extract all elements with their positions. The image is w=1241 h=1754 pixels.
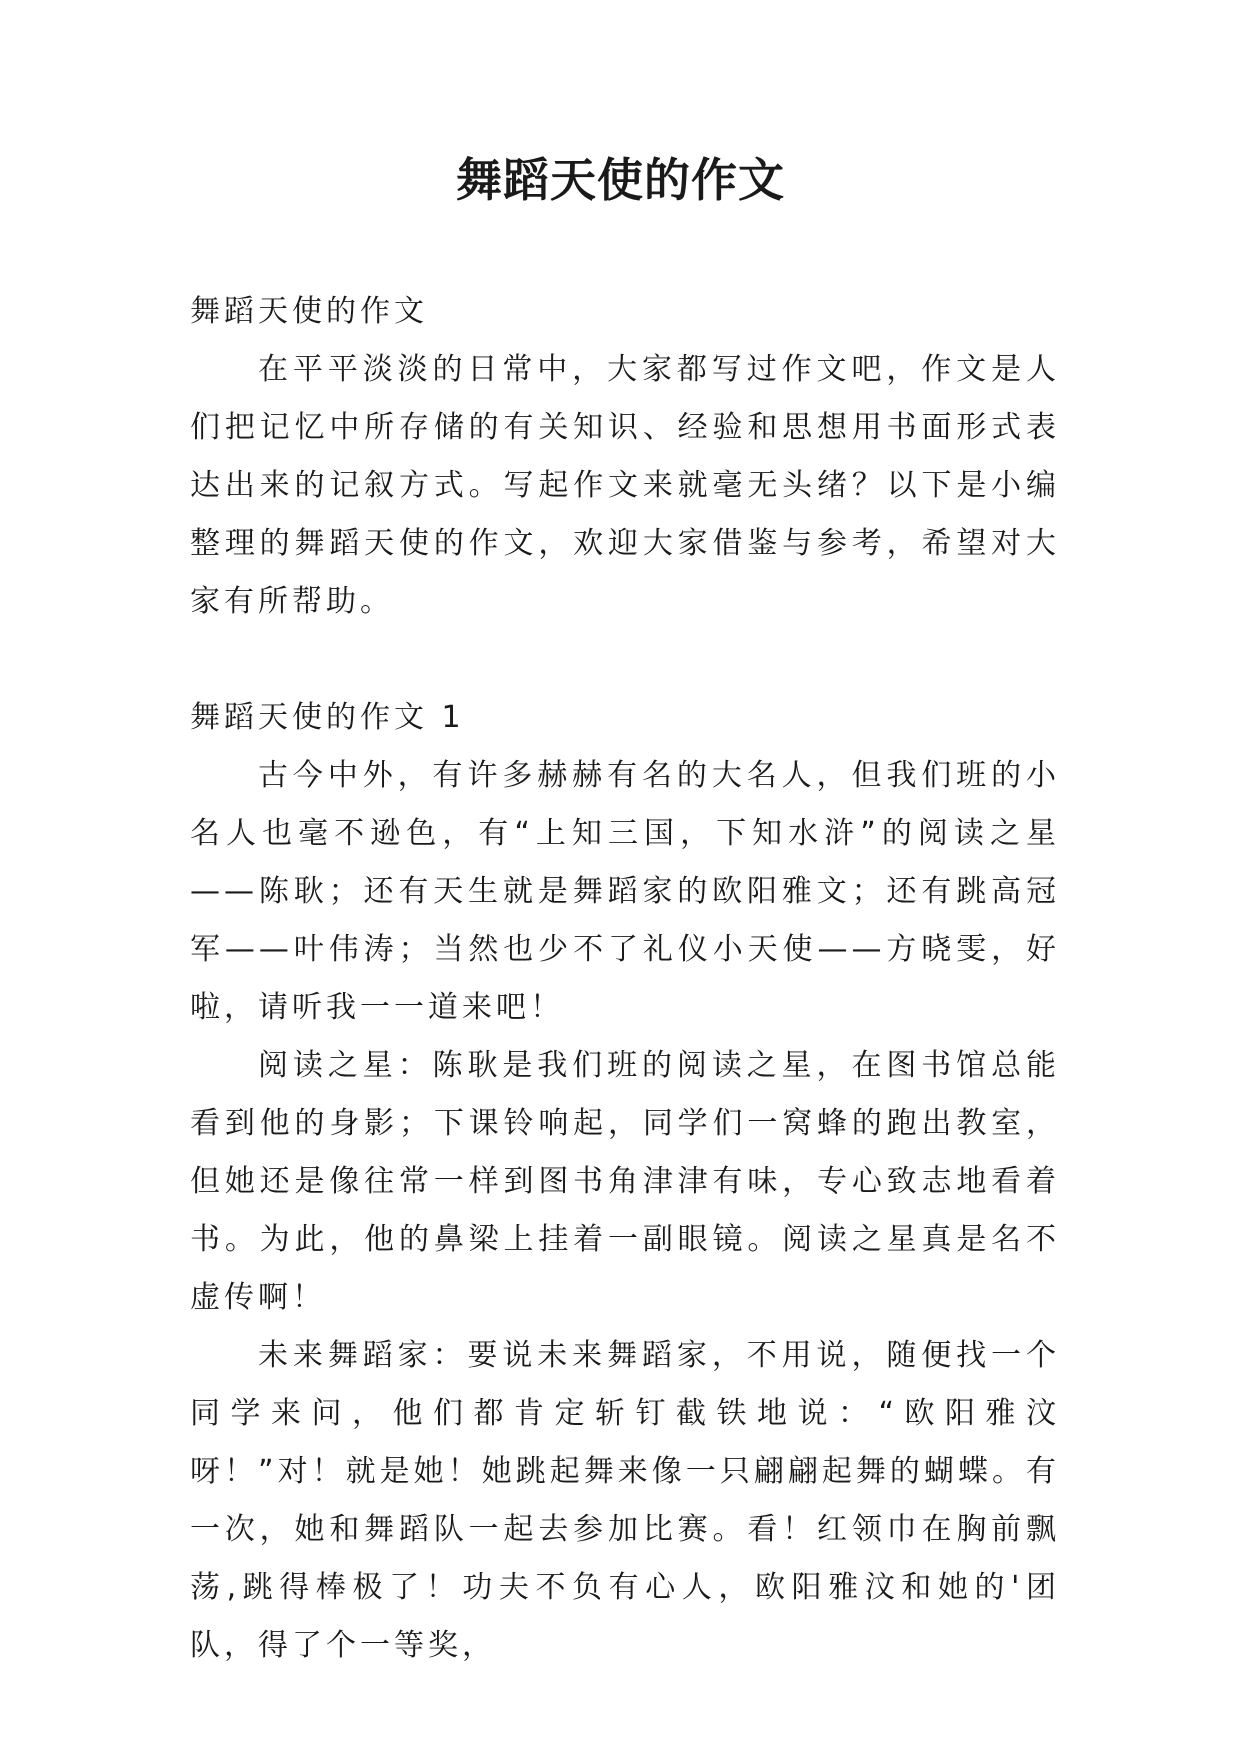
paragraph-3: 未来舞蹈家：要说未来舞蹈家，不用说，随便找一个同学来问，他们都肯定斩钉截铁地说：“欧阳雅汶呀！”对！就是她！她跳起舞来像一只翩翩起舞的蝴蝶。有一次，她和舞蹈队一起去参加比赛。看！红领巾在胸前飘荡,跳得棒极了！功夫不负有心人，欧阳雅汶和她的'团队，得了个一等奖， [190, 1338, 1060, 1663]
intro-heading: 舞蹈天使的作文 [190, 294, 428, 329]
section-spacer [190, 631, 1060, 689]
document-body [190, 283, 1060, 1675]
intro-paragraph: 在平平淡淡的日常中，大家都写过作文吧，作文是人们把记忆中所存储的有关知识、经验和思想用书面形式表达出来的记叙方式。写起作文来就毫无头绪？以下是小编整理的舞蹈天使的作文，欢迎大家借鉴与参考，希望对大家有所帮助。 [190, 352, 1060, 619]
document-title: 舞蹈天使的作文 [456, 153, 785, 207]
section-heading-1: 舞蹈天使的作文 1 [190, 700, 465, 735]
paragraph-2: 阅读之星：陈耿是我们班的阅读之星，在图书馆总能看到他的身影；下课铃响起，同学们一窝蜂的跑出教室，但她还是像往常一样到图书角津津有味，专心致志地看着书。为此，他的鼻梁上挂着一副眼镜。阅读之星真是名不虚传啊！ [190, 1048, 1060, 1315]
paragraph-1: 古今中外，有许多赫赫有名的大名人，但我们班的小名人也毫不逊色，有“上知三国，下知水浒”的阅读之星——陈耿；还有天生就是舞蹈家的欧阳雅文；还有跳高冠军——叶伟涛；当然也少不了礼仪小天使——方晓雯，好啦，请听我一一道来吧！ [190, 758, 1060, 1025]
